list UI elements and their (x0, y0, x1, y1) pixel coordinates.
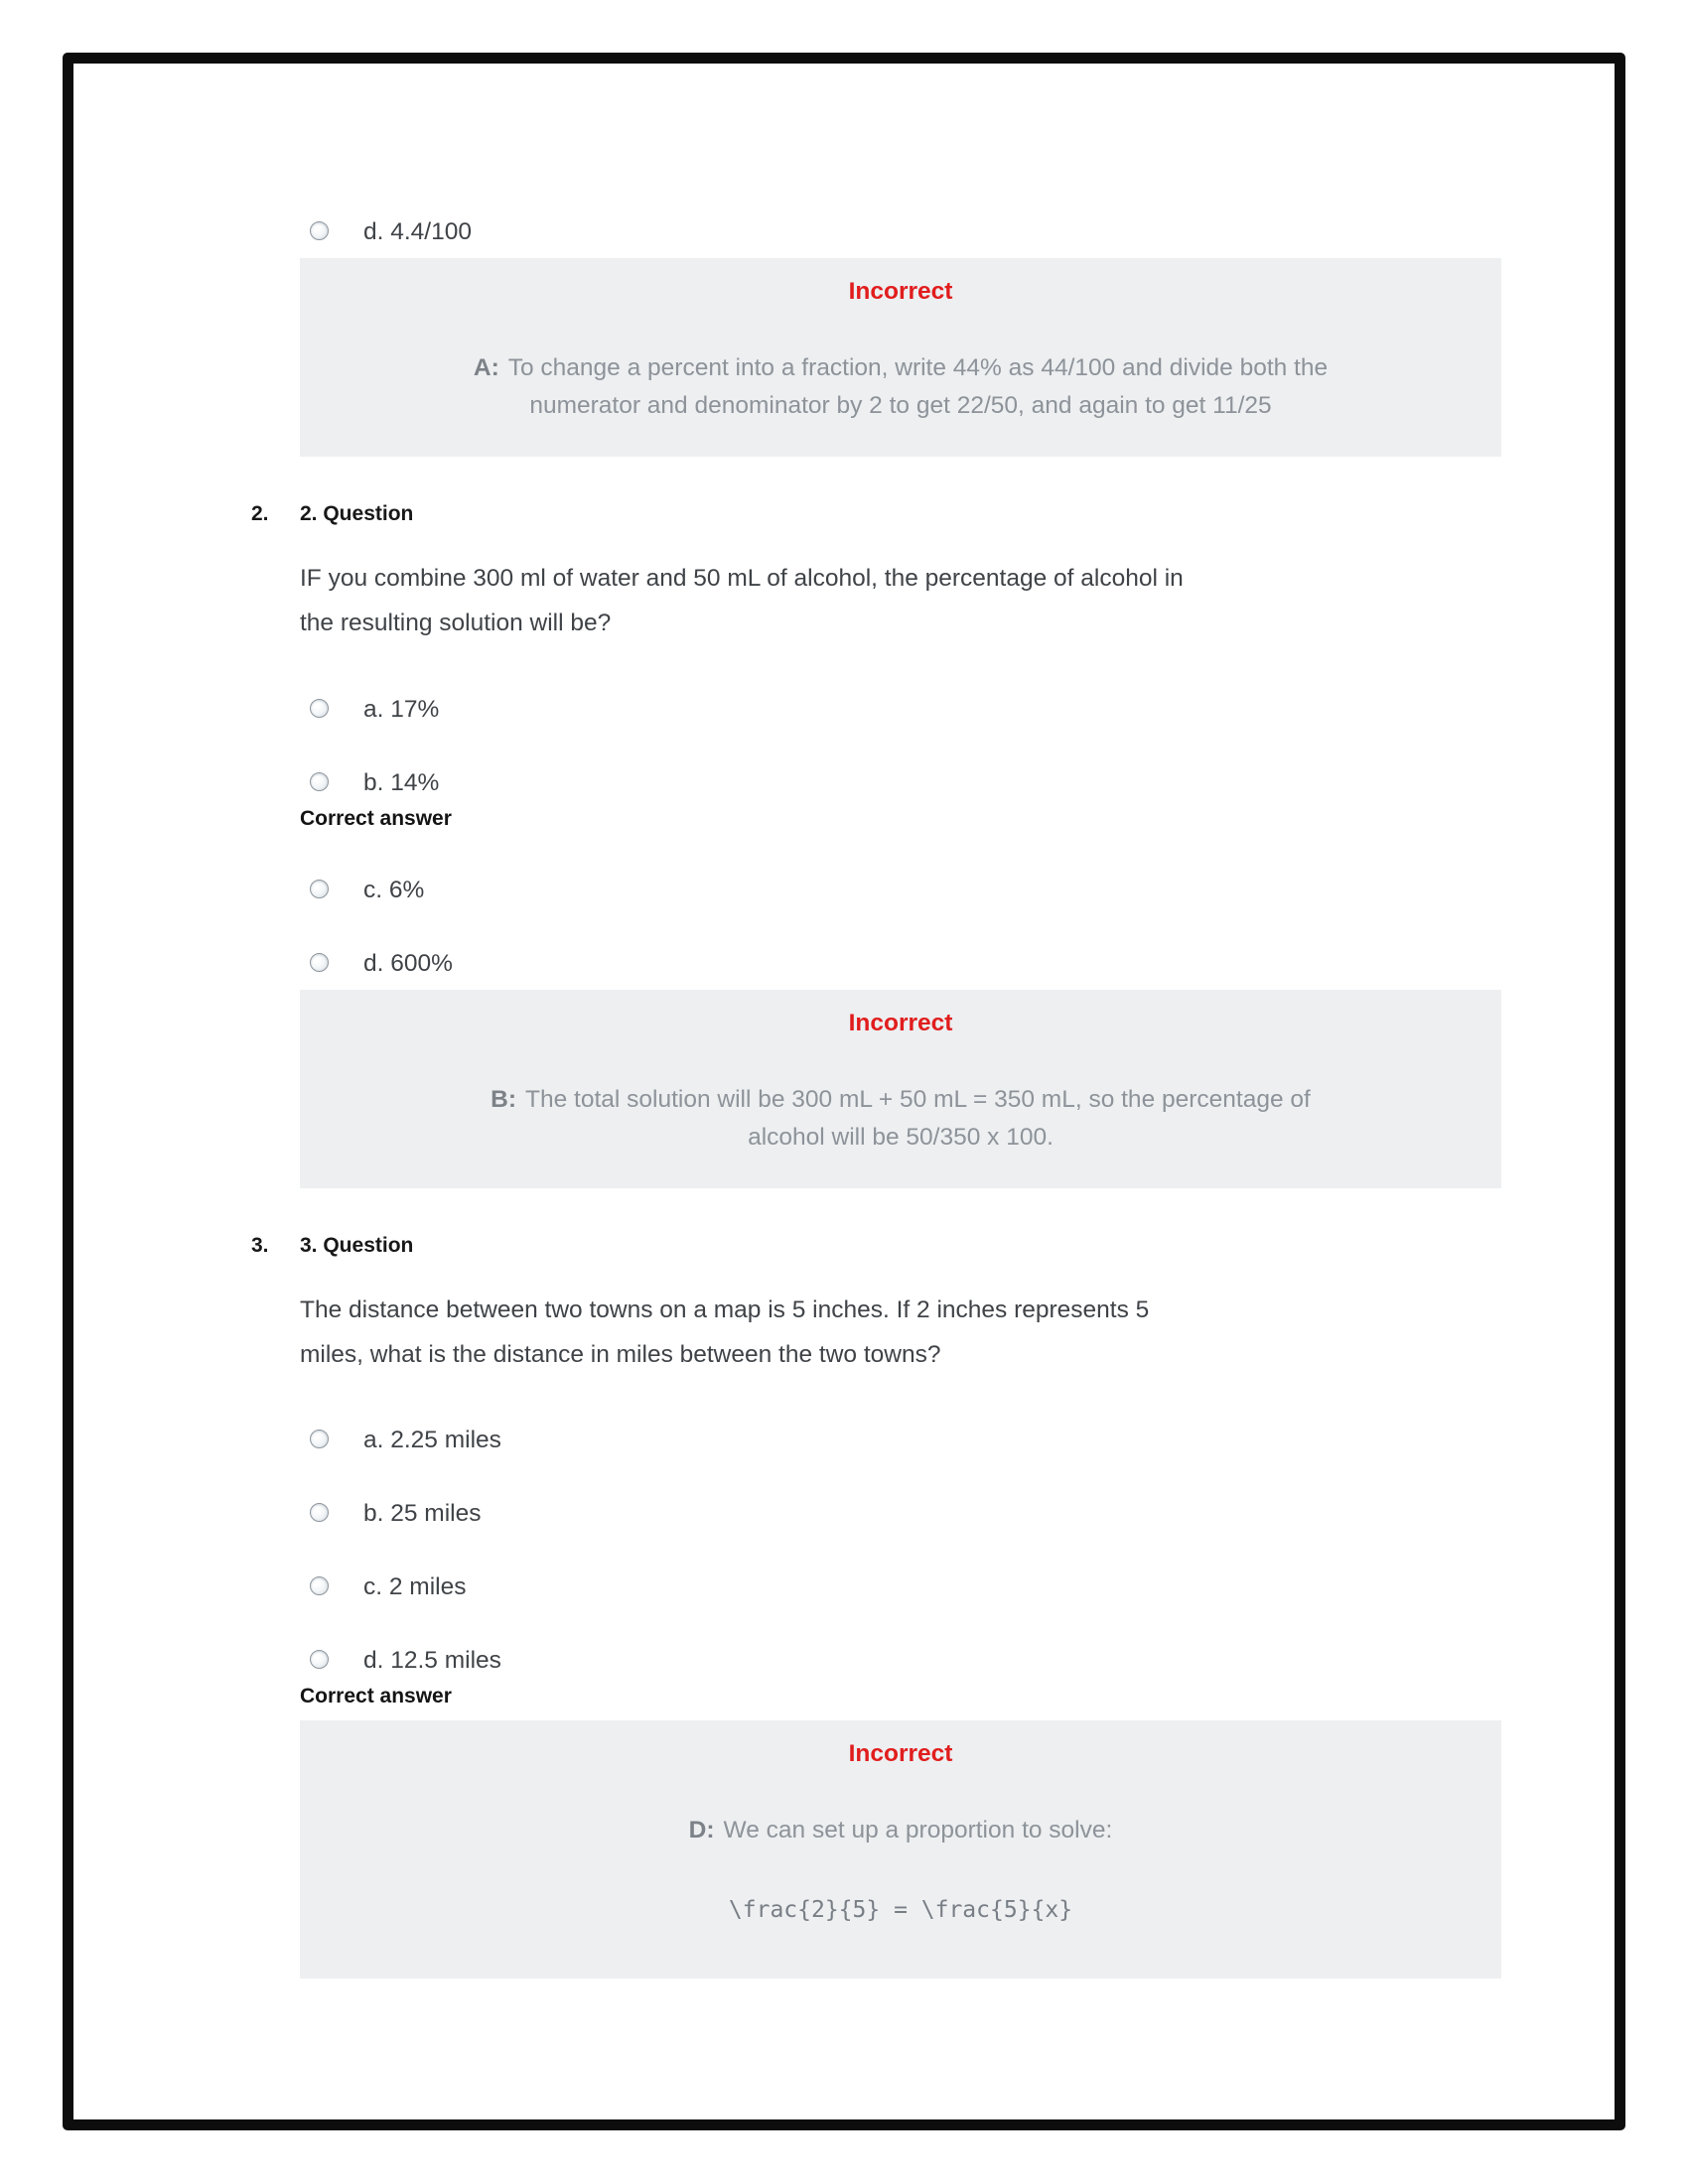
answer-option-label[interactable]: c. 6% (363, 876, 425, 903)
radio-button[interactable] (310, 221, 329, 240)
radio-button[interactable] (310, 772, 329, 791)
feedback-text (464, 349, 1337, 425)
answer-option[interactable] (300, 950, 1501, 978)
question-text: The distance between two towns on a map is 5 inches. If 2 inches represents 5 miles, what is the distance in miles between the two towns? (300, 1296, 1150, 1368)
question-text: IF you combine 300 ml of water and 50 mL of alcohol, the percentage of alcohol in the resulting solution will be? (300, 564, 1184, 637)
question-header (248, 1234, 1501, 1258)
feedback-prefix: A: (473, 354, 499, 381)
answer-options (300, 218, 1501, 246)
feedback-box (300, 990, 1501, 1188)
feedback-prefix: D: (688, 1817, 715, 1844)
answer-option-label[interactable]: b. 25 miles (363, 1500, 482, 1528)
answer-option[interactable] (300, 696, 1501, 724)
radio-button[interactable] (310, 699, 329, 718)
answer-option[interactable] (300, 1573, 1501, 1601)
feedback-box (300, 258, 1501, 457)
question-number: 2. (251, 501, 269, 525)
question-label: 3. Question (300, 1233, 414, 1257)
answer-options (300, 1427, 1501, 1708)
feedback-title: Incorrect (848, 278, 953, 305)
feedback-body: The total solution will be 300 mL + 50 mL = 350 mL, so the percentage of alcohol will be 50/350 x 100. (525, 1085, 1311, 1151)
answer-option-label[interactable]: b. 14% (363, 768, 440, 796)
answer-option[interactable] (300, 877, 1501, 904)
answer-option-label[interactable]: d. 600% (363, 949, 453, 977)
answer-option-label[interactable]: a. 2.25 miles (363, 1427, 501, 1454)
feedback-box (300, 1720, 1501, 1979)
correct-answer-label: Correct answer (300, 1685, 452, 1708)
answer-option-label[interactable]: d. 4.4/100 (363, 218, 472, 245)
feedback-prefix: B: (491, 1085, 516, 1113)
radio-button[interactable] (310, 1430, 329, 1448)
answer-option-label[interactable]: d. 12.5 miles (363, 1647, 501, 1675)
feedback-title: Incorrect (848, 1009, 953, 1036)
answer-option[interactable] (300, 769, 1501, 797)
answer-option[interactable] (300, 1427, 1501, 1454)
feedback-title: Incorrect (848, 1740, 953, 1768)
feedback-body: We can set up a proportion to solve: (723, 1817, 1113, 1844)
radio-button[interactable] (310, 880, 329, 898)
answer-options (300, 696, 1501, 978)
feedback-text (464, 1812, 1337, 1849)
feedback-formula: \frac{2}{5} = \frac{5}{x} (728, 1897, 1073, 1924)
feedback-text (464, 1081, 1337, 1157)
radio-button[interactable] (310, 1650, 329, 1669)
answer-option[interactable] (300, 1647, 1501, 1675)
question-3 (248, 1234, 1501, 1979)
answer-option[interactable] (300, 218, 1501, 246)
correct-answer-label: Correct answer (300, 806, 452, 830)
question-number: 3. (251, 1233, 269, 1257)
quiz-content (248, 218, 1501, 1979)
question-label: 2. Question (300, 501, 414, 525)
answer-option[interactable] (300, 1500, 1501, 1528)
answer-option-label[interactable]: c. 2 miles (363, 1573, 467, 1601)
radio-button[interactable] (310, 1503, 329, 1522)
answer-option-label[interactable]: a. 17% (363, 695, 440, 723)
question-2 (248, 502, 1501, 1188)
question-header (248, 502, 1501, 526)
feedback-body: To change a percent into a fraction, write 44% as 44/100 and divide both the numerator and denominator by 2 to get 22/50, and again to get 11/25 (507, 354, 1329, 419)
radio-button[interactable] (310, 1576, 329, 1595)
question-1-tail (248, 218, 1501, 457)
radio-button[interactable] (310, 953, 329, 972)
